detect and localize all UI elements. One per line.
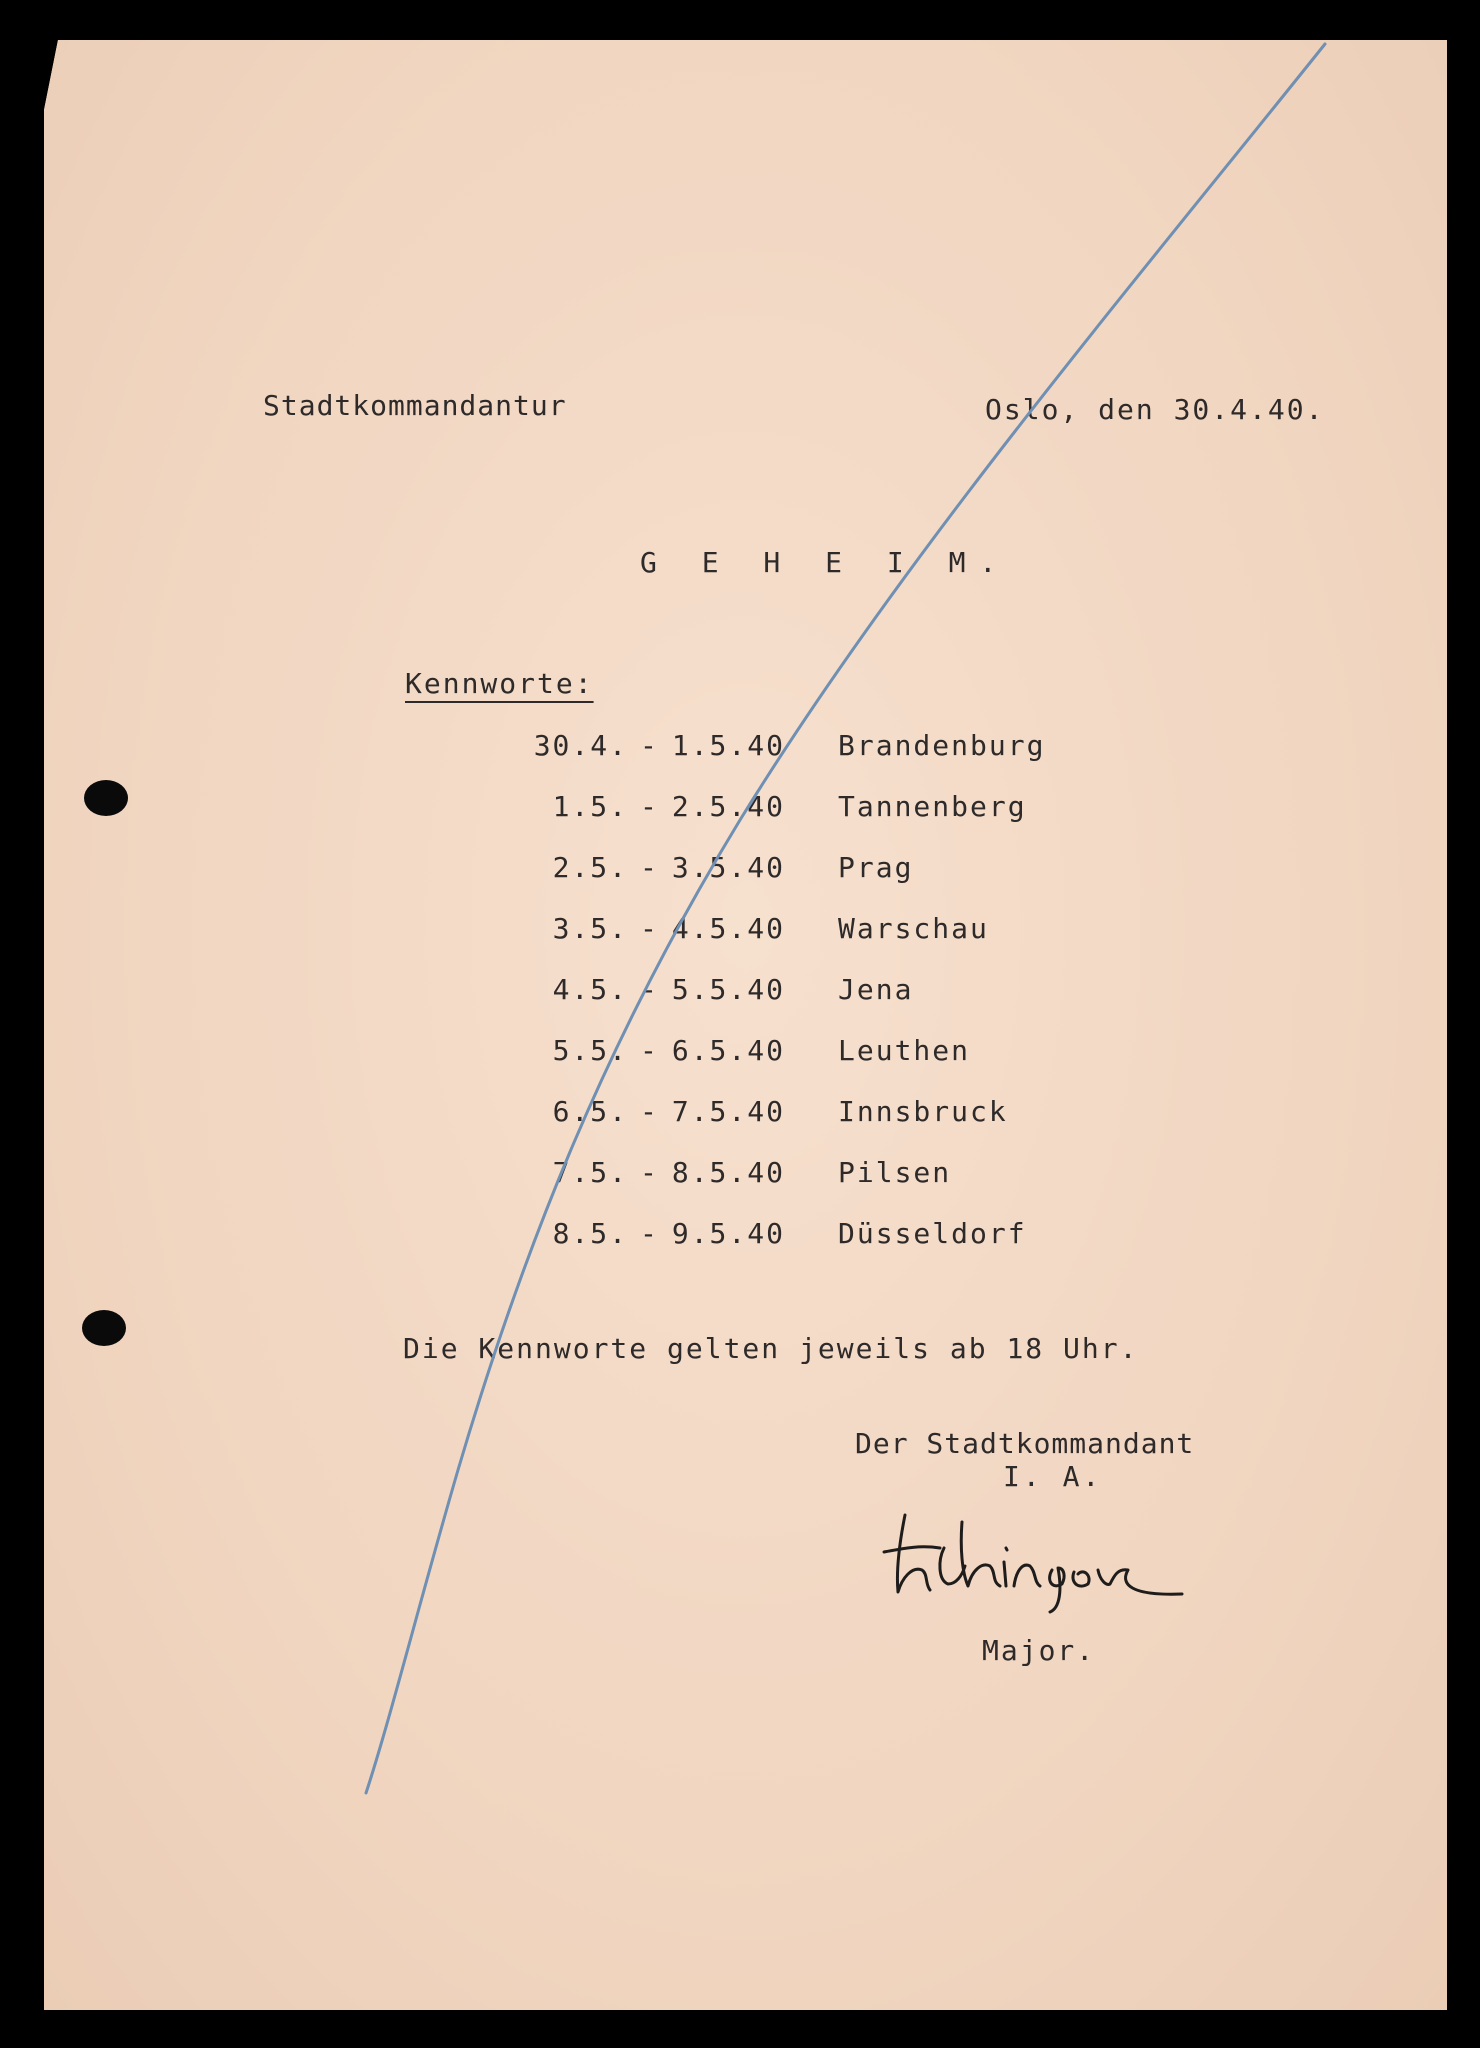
codeword-date-dash: - [640,729,659,762]
codeword-date-to: 4.5.40 [671,912,785,945]
validity-note: Die Kennworte gelten jeweils ab 18 Uhr. [403,1332,1139,1365]
codeword-date-dash: - [640,912,659,945]
punch-hole [84,780,128,816]
classification-marking: G E H E I M. [640,546,1011,579]
codeword-date-from: 30.4. [533,729,628,762]
codeword-date-from: 7.5. [552,1156,628,1189]
codeword-date-dash: - [640,851,659,884]
codeword-date-dash: - [640,1034,659,1067]
codeword-date-from: 2.5. [552,851,628,884]
codeword-date-from: 3.5. [552,912,628,945]
codeword-date-to: 2.5.40 [671,790,785,823]
codeword-date-to: 1.5.40 [671,729,785,762]
codeword-date-from: 4.5. [552,973,628,1006]
codeword-date-from: 5.5. [552,1034,628,1067]
codewords-heading: Kennworte: [405,667,594,700]
codeword: Innsbruck [838,1095,1008,1128]
punch-hole [82,1310,126,1346]
codeword-date-dash: - [640,790,659,823]
codeword-date-from: 6.5. [552,1095,628,1128]
codeword-date-dash: - [640,1156,659,1189]
paper-sheet [44,40,1447,2010]
codeword-date-from: 1.5. [552,790,628,823]
codeword-date-to: 8.5.40 [671,1156,785,1189]
codeword-date-to: 9.5.40 [671,1217,785,1250]
codeword: Jena [838,973,914,1006]
codeword-date-to: 5.5.40 [671,973,785,1006]
codeword-date-dash: - [640,1217,659,1250]
codeword-date-dash: - [640,1095,659,1128]
signoff-title: Der Stadtkommandant [855,1427,1195,1460]
sender-name: Stadtkommandantur [263,389,567,422]
codeword: Warschau [838,912,989,945]
on-behalf-marker: I. A. [1003,1460,1103,1493]
codeword: Leuthen [838,1034,971,1067]
codeword: Brandenburg [838,729,1046,762]
codeword: Pilsen [838,1156,952,1189]
codeword-date-dash: - [640,973,659,1006]
rank-title: Major. [982,1634,1096,1667]
codeword: Tannenberg [838,790,1027,823]
codeword: Düsseldorf [838,1217,1027,1250]
codeword-date-to: 6.5.40 [671,1034,785,1067]
codeword: Prag [838,851,914,884]
codeword-date-from: 8.5. [552,1217,628,1250]
codeword-date-to: 3.5.40 [671,851,785,884]
place-and-date: Oslo, den 30.4.40. [985,393,1325,426]
codeword-date-to: 7.5.40 [671,1095,785,1128]
